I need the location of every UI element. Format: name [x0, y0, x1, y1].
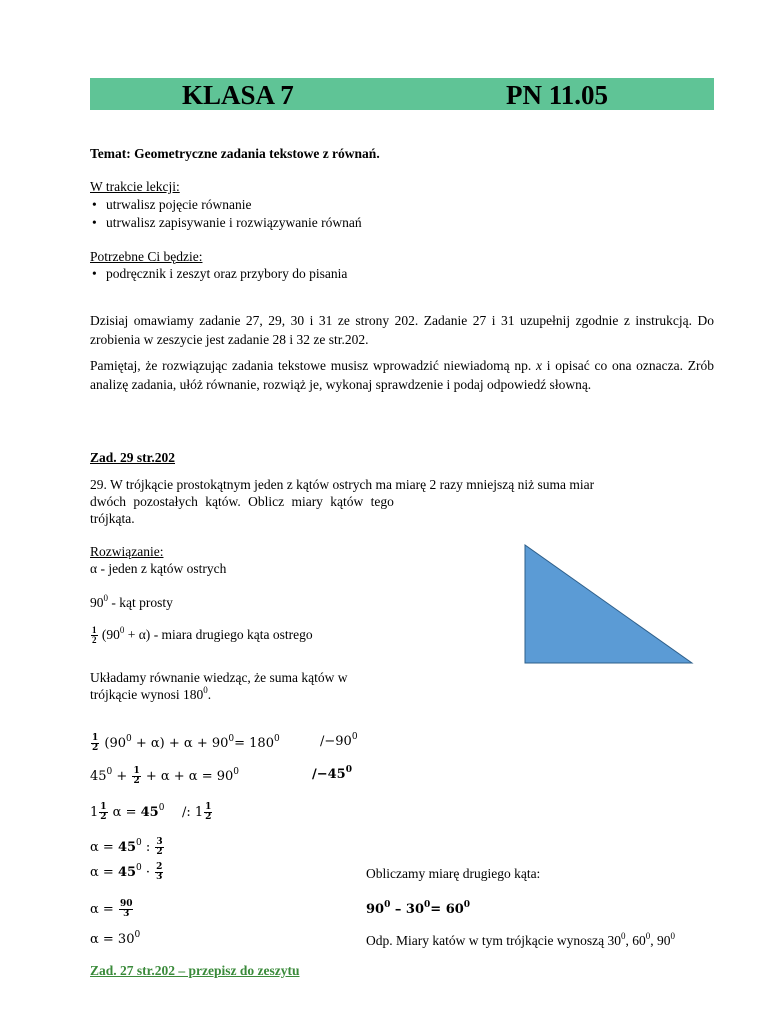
task29-line2: dwóch pozostałych kątów. Oblicz miary kątów tego — [90, 494, 394, 509]
intro-paragraph-1: Dzisiaj omawiamy zadanie 27, 29, 30 i 31 ze strony 202. Zadanie 27 i 31 uzupełnij zgodnie z instrukcją. Do zrobienia w zeszycie jest zadanie 28 i 32 ze str.202. — [90, 313, 714, 347]
equation-5: $\alpha = 45^0$ · $\frac{2}{3}$ — [90, 862, 163, 882]
header-banner — [90, 78, 714, 110]
right-triangle — [525, 545, 692, 663]
equation-4: $\alpha = 45^0$ : $\frac{3}{2}$ — [90, 837, 163, 857]
equation-1-operation: $/-90^0$ — [320, 732, 358, 749]
list-item: • utrwalisz zapisywanie i rozwiązywanie równań — [90, 214, 362, 232]
sum-sentence-line1: Układamy równanie wiedząc, że suma kątów w — [90, 670, 348, 685]
solution-heading: Rozwiązanie: — [90, 544, 164, 559]
calc-heading: Obliczamy miarę drugiego kąta: — [366, 866, 541, 881]
task27-title: Zad. 27 str.202 – przepisz do zeszytu — [90, 963, 300, 978]
class-title: KLASA 7 — [182, 80, 294, 110]
equation-6: α = $\frac{90}{3}$ — [90, 899, 133, 919]
sum-sentence-line2: trójkącie wynosi $180^0$. — [90, 685, 212, 702]
topic: Temat: Geometryczne zadania tekstowe z równań. — [90, 146, 380, 161]
needs-list — [90, 265, 347, 283]
right-angle-definition: $90^0$ - kąt prosty — [90, 593, 173, 610]
second-angle-definition: $\frac{1}{2}$ $(90^0 + \alpha)$ - miara drugiego kąta ostrego — [92, 625, 313, 646]
lesson-date: PN 11.05 — [506, 80, 609, 110]
list-item: • utrwalisz pojęcie równanie — [90, 196, 362, 214]
equation-2: $45^0$ + $\frac{1}{2}$ + $\alpha + \alpha = 90^0$ — [90, 766, 240, 786]
equation-7: $\alpha = 30^0$ — [90, 930, 141, 947]
task29-line3: trójkąta. — [90, 511, 135, 526]
task29-title: Zad. 29 str.202 — [90, 450, 176, 465]
answer: Odp. Miary katów w tym trójkącie wynoszą $30^0$, $60^0$, $90^0$ — [366, 931, 675, 948]
alpha-definition: α - jeden z kątów ostrych — [90, 561, 227, 576]
equation-1: $\frac{1}{2}$ $(90^0 + \alpha) + \alpha + 90^0= 180^0$ — [92, 733, 280, 753]
needs-heading: Potrzebne Ci będzie: — [90, 249, 203, 264]
list-item: • podręcznik i zeszyt oraz przybory do pisania — [90, 265, 347, 283]
right-triangle-figure — [520, 540, 700, 670]
task29-line1: 29. W trójkącie prostokątnym jeden z kątów ostrych ma miarę 2 razy mniejszą niż suma miar — [90, 477, 595, 492]
lesson-goals-heading: W trakcie lekcji: — [90, 179, 180, 194]
equation-3-operation: /: 1 $\frac{1}{2}$ — [182, 802, 212, 822]
intro-paragraph-2: Pamiętaj, że rozwiązując zadania tekstowe musisz wprowadzić niewiadomą np. x i opisać co ona oznacza. Zrób analizę zadania, ułóż równanie, rozwiąż je, wykonaj sprawdzenie i podaj odpowiedź słowną. — [90, 358, 714, 392]
lesson-goals-list — [90, 196, 362, 232]
calc-equation: $90^0 - 30^0= 60^0$ — [366, 900, 471, 917]
equation-2-operation: $/-45^0$ — [312, 765, 352, 782]
equation-3: 1 $\frac{1}{2}$ $\alpha = 45^0$ — [90, 802, 165, 822]
